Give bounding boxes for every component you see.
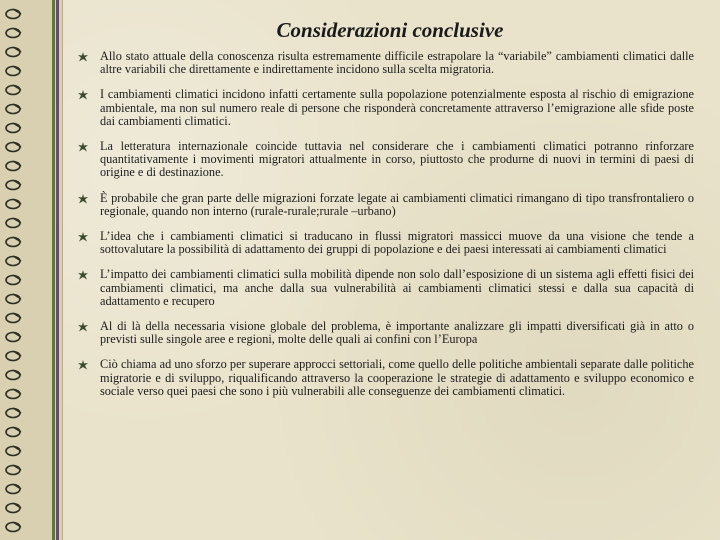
bullet-item [74,140,694,180]
spiral-binding-icon [4,462,22,478]
starburst-bullet-icon [78,322,88,332]
spiral-binding-icon [4,424,22,440]
spiral-binding [0,0,63,540]
starburst-bullet-icon [78,90,88,100]
spiral-binding-icon [4,6,22,22]
spiral-binding-icon [4,386,22,402]
spiral-binding-icon [4,44,22,60]
bullet-list [74,50,694,410]
starburst-bullet-icon [78,52,88,62]
spiral-binding-icon [4,272,22,288]
spiral-binding-icon [4,177,22,193]
bullet-text: Allo stato attuale della conoscenza risulta estremamente difficile estrapolare la “variabile” cambiamenti climatici dalle altre variabili che direttamente e indirettamente incidono sulla scelta migratoria. [100,49,694,77]
spiral-binding-icon [4,405,22,421]
bullet-text: La letteratura internazionale coincide tuttavia nel considerare che i cambiamenti climatici potranno rinforzare quantitativamente i movimenti migratori attualmente in corso, piuttosto che produrne di nuovi in termini di paesi di origine e di destinazione. [100,139,694,180]
bullet-text: L’idea che i cambiamenti climatici si traducano in flussi migratori massicci muove da una visione che tende a sottovalutare la possibilità di adattamento dei gruppi di popolazione e dei paesi interessati ai cambiamenti climatici [100,229,694,257]
bullet-text: Ciò chiama ad uno sforzo per superare approcci settoriali, come quello delle politiche ambientali separate dalle politiche migratorie e di sviluppo, riqualificando attraverso la cooperazione le strategie di adattamento e sviluppo economico e sociale verso quei paesi che sono i più vulnerabili alle conseguenze dei cambiamenti climatici. [100,357,694,398]
bullet-text: I cambiamenti climatici incidono infatti certamente sulla popolazione potenzialmente esposta al rischio di emigrazione ambientale, ma non sul numero reale di persone che risponderà concretamente attraverso l’emigrazione alle sfide poste dai cambiamenti climatici. [100,87,694,128]
bullet-text: È probabile che gran parte delle migrazioni forzate legate ai cambiamenti climatici rimangano di tipo transfrontaliero o regionale, quando non interno (rurale-rurale;rurale –urbano) [100,190,694,218]
spiral-binding-icon [4,291,22,307]
spiral-binding-icon [4,481,22,497]
spiral-binding-icon [4,367,22,383]
starburst-bullet-icon [78,142,88,152]
spiral-binding-icon [4,101,22,117]
bullet-item [74,88,694,128]
bullet-item [74,230,694,256]
spiral-binding-icon [4,215,22,231]
spiral-binding-icon [4,139,22,155]
bullet-item [74,268,694,308]
bullet-item [74,50,694,76]
slide-title: Considerazioni conclusive [276,18,504,42]
spiral-binding-icon [4,519,22,535]
spiral-binding-icon [4,500,22,516]
spiral-binding-icon [4,25,22,41]
bullet-text: L’impatto dei cambiamenti climatici sulla mobilità dipende non solo dall’esposizione di un sistema agli effetti fisici dei cambiamenti climatici, ma anche dalla sua vulnerabilità ai cambiamenti climatici stessi e dalla sua capacità di adattamento e recupero [100,267,694,308]
bullet-item [74,358,694,398]
spiral-binding-icon [4,63,22,79]
spiral-binding-icon [4,253,22,269]
spiral-binding-icon [4,120,22,136]
spiral-binding-icon [4,158,22,174]
spiral-binding-icon [4,348,22,364]
binding-rings [4,6,58,536]
bullet-text: Al di là della necessaria visione globale del problema, è importante analizzare gli impatti diversificati già in atto o previsti sulle singole aree e regioni, molte delle quali ai confini con l’Europa [100,319,694,347]
starburst-bullet-icon [78,270,88,280]
spiral-binding-icon [4,310,22,326]
spiral-binding-icon [4,443,22,459]
spiral-binding-icon [4,196,22,212]
bullet-item [74,320,694,346]
starburst-bullet-icon [78,194,88,204]
bullet-item [74,192,694,218]
spiral-binding-icon [4,82,22,98]
spiral-binding-icon [4,329,22,345]
starburst-bullet-icon [78,360,88,370]
starburst-bullet-icon [78,232,88,242]
spiral-binding-icon [4,234,22,250]
